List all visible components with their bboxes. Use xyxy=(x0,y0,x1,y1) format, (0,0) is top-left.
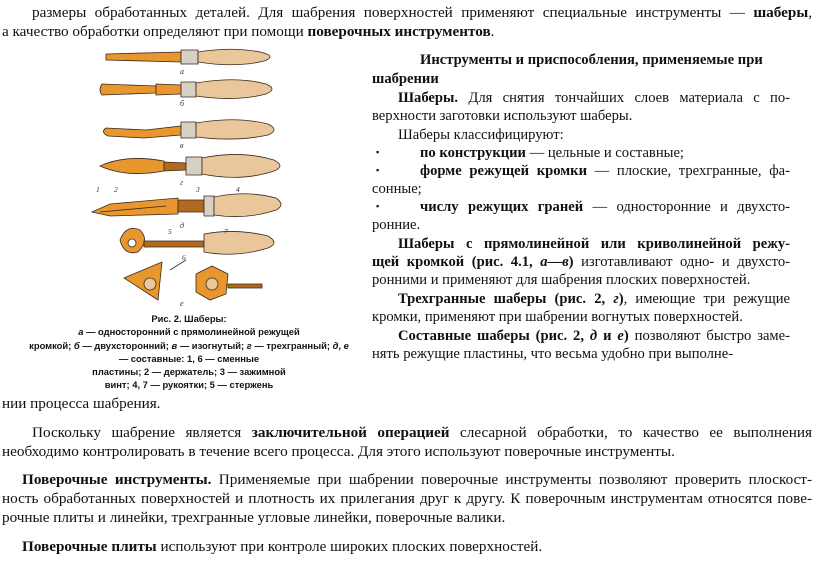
bullet-3: числу режущих граней — односторонние и двухсто- xyxy=(420,199,790,215)
bullet-1: по конструкции — цельные и составные; xyxy=(420,145,684,161)
bullet-2: форме режущей кромки — плоские, трехгранные, фа- xyxy=(420,163,790,179)
num-3: 3 xyxy=(196,185,200,194)
num-1: 1 xyxy=(96,185,100,194)
straight-edge-line-2: щей кромкой (рис. 4.1, а—в) изготавливают одно- и двухсто- xyxy=(372,254,791,270)
scrapers-figure xyxy=(86,44,301,306)
label-e: е xyxy=(180,299,184,306)
scraper-a-handle xyxy=(198,49,270,65)
caption-line-4: — составные: 1, 6 — сменные xyxy=(118,352,260,364)
top-line-1: размеры обработанных деталей. Для шабрения поверхностей применяют специальные инструменты — шаберы, xyxy=(32,4,812,21)
bullet-marker-1: ▪ xyxy=(376,147,380,157)
bullet-3-cont: ронние. xyxy=(372,217,421,233)
composite-line-1: Составные шаберы (рис. 2, д и е) позволяют быстро заме- xyxy=(398,328,791,344)
section-heading-1: Инструменты и приспособления, применяемые при xyxy=(420,52,763,68)
straight-edge-line-3: ронними и применяют для шабрения плоских поверхностей. xyxy=(372,272,751,288)
label-g: г xyxy=(180,178,184,187)
caption-line-6: винт; 4, 7 — рукоятки; 5 — стержень xyxy=(104,379,274,391)
tools-para-line-3: рочные плиты и линейки, трехгранные угловые линейки, поверочные валики. xyxy=(2,509,506,526)
label-d: д xyxy=(180,221,185,230)
figure-caption xyxy=(10,312,368,392)
final-para-line-2: необходимо контролировать в течение всего процесса. Для этого используют поверочные инструменты. xyxy=(2,443,675,460)
section-heading-2: шабрении xyxy=(372,71,439,87)
scraper-a-blade xyxy=(106,52,181,62)
num-5: 5 xyxy=(168,227,172,236)
bullet-marker-3: ▪ xyxy=(376,201,380,211)
num-7: 7 xyxy=(224,227,228,236)
scraper-b-tip xyxy=(100,84,156,95)
composite-line-2: нять режущие пластины, что весьма удобно при выполне- xyxy=(372,346,734,362)
scrapers-line-1: Шаберы. Для снятия тончайших слоев материала с по- xyxy=(398,90,790,106)
triangular-line-2: кромки, применяют при шабрении вогнутых поверхностей. xyxy=(372,309,743,325)
num-6: 6 xyxy=(182,253,186,262)
label-a: а xyxy=(180,67,184,76)
final-para-line-1: Поскольку шабрение является заключительной операцией слесарной обработки, то качество ее выполнения xyxy=(32,424,812,441)
caption-line-2: а — односторонний с прямолинейной режущей xyxy=(78,326,300,338)
classify-line: Шаберы классифицируют: xyxy=(398,127,564,143)
scraper-a-ferrule xyxy=(181,50,198,64)
caption-line-1: Рис. 2. Шаберы: xyxy=(151,313,227,324)
continuation-line: нии процесса шабрения. xyxy=(2,395,161,412)
straight-edge-line-1: Шаберы с прямолинейной или криволинейной режу- xyxy=(398,236,790,252)
tools-para-line-1: Поверочные инструменты. Применяемые при шабрении поверочные инструменты позволяют проверить плоскост- xyxy=(22,471,813,488)
label-b: б xyxy=(180,99,185,108)
top-line-2: а качество обработки определяют при помощи поверочных инструментов. xyxy=(2,23,495,40)
caption-line-3: кромкой; б — двухсторонний; в — изогнутый; г — трехгранный; д, е xyxy=(29,339,349,351)
triangular-line-1: Трехгранные шаберы (рис. 2, г), имеющие три режущие xyxy=(398,291,790,307)
bullet-2-cont: сонные; xyxy=(372,181,422,197)
caption-line-5: пластины; 2 — держатель; 3 — зажимной xyxy=(92,366,286,378)
num-2: 2 xyxy=(114,185,118,194)
tools-para-line-2: ность обработанных поверхностей и плотность их прилегания друг к другу. К поверочным инструментам относятся пове- xyxy=(2,490,812,507)
label-v: в xyxy=(180,141,184,150)
bullet-marker-2: ▪ xyxy=(376,165,380,175)
scrapers-line-2: верхности заготовки используют шаберы. xyxy=(372,108,633,124)
num-4: 4 xyxy=(236,185,240,194)
plates-para: Поверочные плиты используют при контроле широких плоских поверхностей. xyxy=(22,538,543,555)
